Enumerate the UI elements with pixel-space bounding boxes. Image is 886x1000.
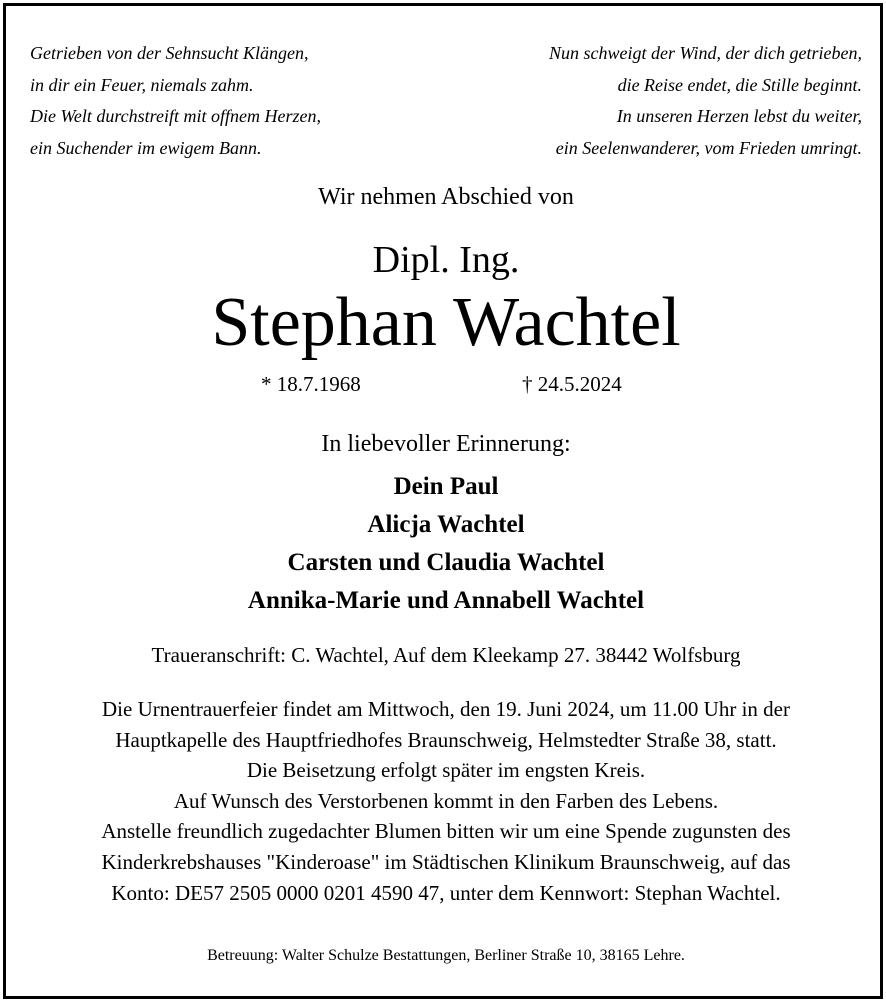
notice-line: Hauptkapelle des Hauptfriedhofes Braunschweig, Helmstedter Straße 38, statt.	[115, 727, 777, 752]
poem-right	[549, 38, 862, 164]
poem-left	[30, 38, 321, 164]
poem-left-line: Getrieben von der Sehnsucht Klängen,	[30, 43, 309, 63]
poem-right-line: In unseren Herzen lebst du weiter,	[616, 106, 862, 126]
intro-text: Wir nehmen Abschied von	[318, 184, 574, 210]
mourner-name: Annika-Marie und Annabell Wachtel	[247, 587, 645, 614]
mourning-address: Traueranschrift: C. Wachtel, Auf dem Kleekamp 27. 38442 Wolfsburg	[151, 643, 741, 667]
mourner-name: Alicja Wachtel	[367, 511, 525, 538]
notice-line: Die Urnentrauerfeier findet am Mittwoch, den 19. Juni 2024, um 11.00 Uhr in der	[102, 697, 790, 721]
poem-right-line: Nun schweigt der Wind, der dich getrieben,	[549, 43, 862, 63]
birth-date: * 18.7.1968	[261, 372, 361, 396]
notice-line: Kinderkrebshauses "Kinderoase" im Städtischen Klinikum Braunschweig, auf das	[101, 849, 791, 874]
notice-line: Anstelle freundlich zugedachter Blumen bitten wir um eine Spende zugunsten des	[101, 819, 791, 844]
obituary-frame	[3, 3, 883, 999]
mourner-name: Dein Paul	[393, 473, 499, 500]
poem-left-line: in dir ein Feuer, niemals zahm.	[30, 74, 254, 95]
academic-title: Dipl. Ing.	[372, 239, 520, 281]
poem-left-line: Die Welt durchstreift mit offnem Herzen,	[30, 106, 321, 126]
notice-line: Auf Wunsch des Verstorbenen kommt in den Farben des Lebens.	[173, 788, 719, 813]
deceased-name: Stephan Wachtel	[211, 284, 681, 361]
poem-left-line: ein Suchender im ewigem Bann.	[30, 137, 262, 158]
notice-line: Konto: DE57 2505 0000 0201 4590 47, unter dem Kennwort: Stephan Wachtel.	[111, 880, 781, 905]
mourner-name: Carsten und Claudia Wachtel	[287, 549, 605, 576]
notice-line: Die Beisetzung erfolgt später im engsten Kreis.	[246, 758, 646, 783]
poem-right-line: die Reise endet, die Stille beginnt.	[617, 74, 862, 95]
poem-right-line: ein Seelenwanderer, vom Frieden umringt.	[555, 137, 862, 158]
funeral-notice	[6, 694, 886, 908]
memory-heading: In liebevoller Erinnerung:	[321, 431, 571, 457]
funeral-home: Betreuung: Walter Schulze Bestattungen, Berliner Straße 10, 38165 Lehre.	[207, 947, 685, 964]
death-date: † 24.5.2024	[522, 372, 622, 396]
